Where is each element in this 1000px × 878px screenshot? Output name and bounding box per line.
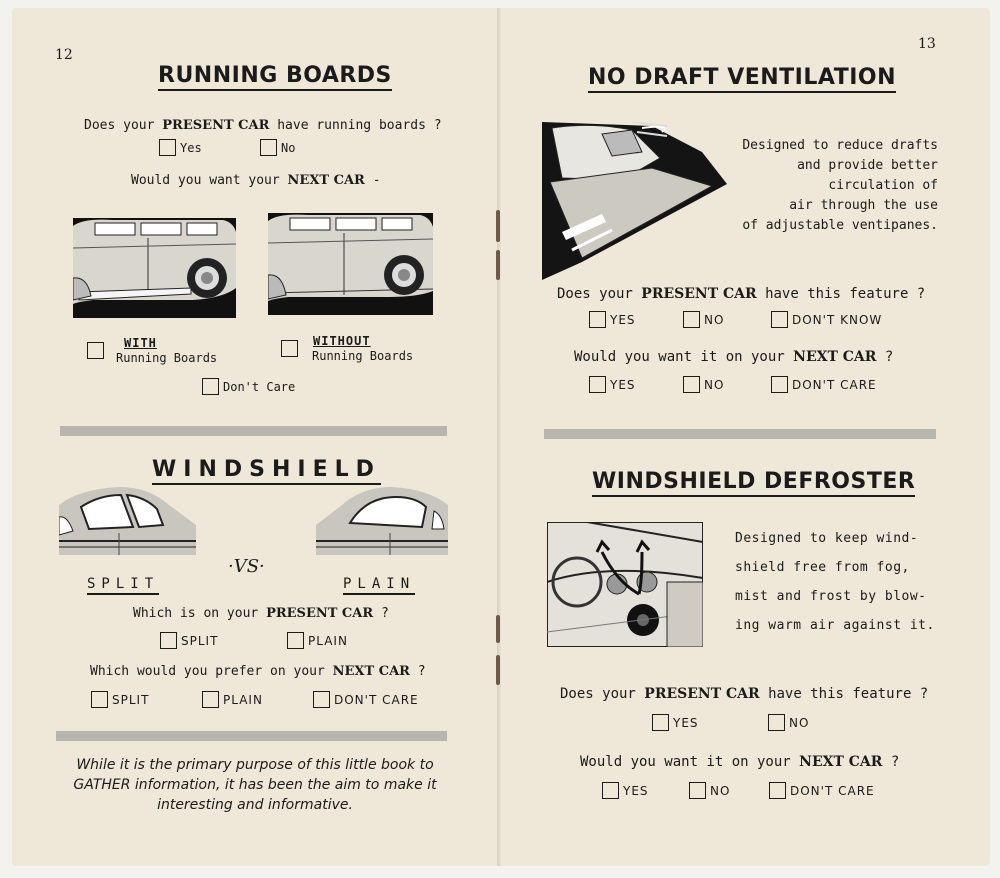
defrost-next-dont-care-option[interactable]: DON'T CARE [769,782,875,799]
ventilation-question-next: Would you want it on your NEXT CAR ? [574,349,894,365]
windshield-heading: WINDSHIELD [152,457,381,485]
defroster-question-next: Would you want it on your NEXT CAR ? [580,754,900,770]
ventilation-description: Designed to reduce drafts and provide better circulation of air through the use of adjustable ventipanes. [742,138,938,233]
ws-present-plain-option[interactable]: PLAIN [287,632,348,649]
staple-bottom-2 [496,655,500,685]
checkbox[interactable] [287,632,304,649]
vent-next-no-option[interactable]: NO [683,376,724,393]
checkbox[interactable] [589,311,606,328]
checkbox[interactable] [202,691,219,708]
vent-present-yes-option[interactable]: YES [589,311,636,328]
section-divider [60,426,447,436]
car-without-running-boards-illustration [268,213,433,315]
ventilation-question-present: Does your PRESENT CAR have this feature ? [557,286,926,302]
checkbox[interactable] [602,782,619,799]
ws-next-split-option[interactable]: SPLIT [91,691,149,708]
checkbox[interactable] [589,376,606,393]
windshield-question-present: Which is on your PRESENT CAR ? [133,606,389,621]
ventilation-heading: NO DRAFT VENTILATION [588,65,896,93]
ws-next-dont-care-option[interactable]: DON'T CARE [313,691,419,708]
defrost-next-no-option[interactable]: NO [689,782,730,799]
defroster-description: Designed to keep wind- shield free from fog, mist and frost by blow- ing warm air against it. [735,531,935,633]
rb-present-no-option[interactable]: No [260,139,295,156]
windshield-question-next: Which would you prefer on your NEXT CAR ? [90,664,426,679]
checkbox[interactable] [689,782,706,799]
running-boards-question-next: Would you want your NEXT CAR - [131,173,381,188]
vent-present-dont-know-option[interactable]: DON'T KNOW [771,311,882,328]
checkbox[interactable] [652,714,669,731]
spine [497,8,501,866]
staple-bottom [496,615,500,643]
checkbox[interactable] [202,378,219,395]
checkbox[interactable] [313,691,330,708]
plain-windshield-car-illustration [316,485,448,573]
section-divider [544,429,936,439]
defroster-heading: WINDSHIELD DEFROSTER [592,469,915,497]
section-divider [56,731,447,741]
footer-text: While it is the primary purpose of this little book to GATHER information, it has been the aim to make it interesting and informative. [73,757,437,813]
checkbox[interactable] [260,139,277,156]
vent-present-no-option[interactable]: NO [683,311,724,328]
defroster-illustration [547,522,703,647]
staple-top-2 [496,250,500,280]
defrost-next-yes-option[interactable]: YES [602,782,649,799]
plain-caption: PLAIN [343,576,415,595]
checkbox[interactable] [91,691,108,708]
staple-top [496,210,500,242]
ws-present-split-option[interactable]: SPLIT [160,632,218,649]
checkbox[interactable] [683,376,700,393]
defrost-present-yes-option[interactable]: YES [652,714,699,731]
page-number-left: 12 [55,47,73,63]
checkbox[interactable] [683,311,700,328]
checkbox[interactable] [768,714,785,731]
vent-next-dont-care-option[interactable]: DON'T CARE [771,376,877,393]
page-number-right: 13 [918,36,936,52]
rb-dont-care-option[interactable]: Don't Care [202,378,295,395]
checkbox[interactable] [160,632,177,649]
split-caption: SPLIT [87,576,159,595]
running-boards-question-present: Does your PRESENT CAR have running boards ? [84,118,442,133]
checkbox[interactable] [769,782,786,799]
checkbox[interactable] [771,376,788,393]
running-boards-heading: RUNNING BOARDS [158,63,392,91]
ws-next-plain-option[interactable]: PLAIN [202,691,263,708]
checkbox[interactable] [771,311,788,328]
vs-text: ·VS· [228,556,265,577]
checkbox[interactable] [281,340,298,357]
rb-present-yes-option[interactable]: Yes [159,139,202,156]
car-with-running-boards-illustration [73,218,236,318]
split-windshield-car-illustration [59,485,196,573]
vent-next-yes-option[interactable]: YES [589,376,636,393]
defroster-question-present: Does your PRESENT CAR have this feature ? [560,686,929,702]
ventipane-illustration [542,122,727,280]
checkbox[interactable] [159,139,176,156]
defrost-present-no-option[interactable]: NO [768,714,809,731]
checkbox[interactable] [87,342,104,359]
